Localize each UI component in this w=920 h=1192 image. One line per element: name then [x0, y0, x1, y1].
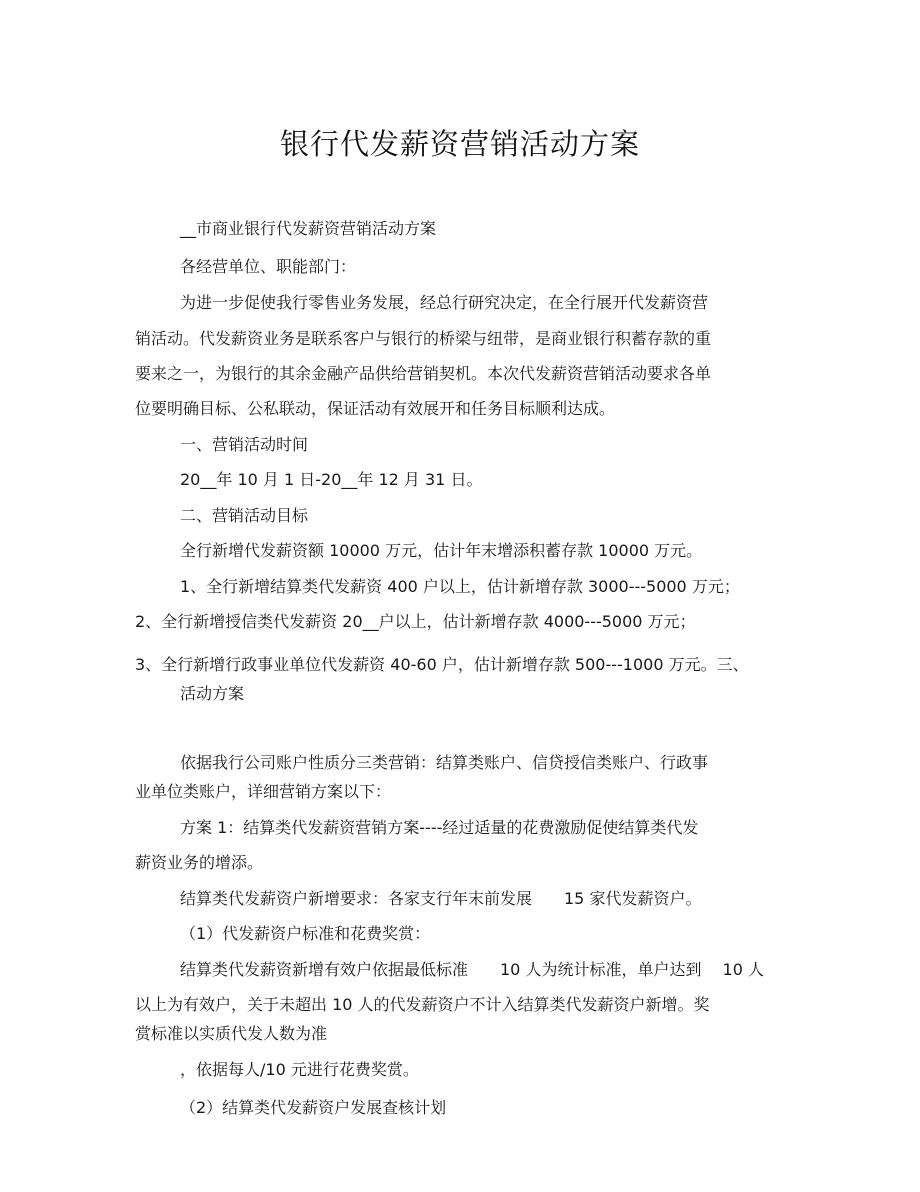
paragraph-line: 依据我行公司账户性质分三类营销：结算类账户、信贷授信类账户、行政事 [180, 753, 709, 772]
list-item: 2、全行新增授信类代发薪资 20__户以上，估计新增存款 4000---5000 万元； [135, 612, 696, 631]
paragraph-line: 销活动。代发薪资业务是联系客户与银行的桥梁与纽带，是商业银行积蓄存款的重 [135, 329, 712, 348]
section-heading: 一、营销活动时间 [180, 435, 309, 454]
subsection-heading: （1）代发薪资户标准和花费奖赏： [180, 924, 431, 943]
paragraph-line: 以上为有效户，关于未超出 10 人的代发薪资户不计入结算类代发薪资户新增。奖 [135, 995, 710, 1014]
paragraph-line: 全行新增代发薪资额 10000 万元，估计年末增添积蓄存款 10000 万元。 [180, 541, 703, 560]
paragraph-line: 位要明确目标、公私联动，保证活动有效展开和任务目标顺利达成。 [135, 399, 616, 418]
paragraph-line: 方案 1：结算类代发薪资营销方案----经过适量的花费激励促使结算类代发 [180, 818, 699, 837]
list-item: 3、全行新增行政事业单位代发薪资 40-60 户，估计新增存款 500---1000 万元。三、 [135, 655, 749, 674]
salutation-line: 各经营单位、职能部门： [180, 257, 357, 276]
paragraph-line: 赏标准以实质代发人数为准 [135, 1024, 328, 1043]
paragraph-line: 结算类代发薪资新增有效户依据最低标准 10 人为统计标准，单户达到 10 人 [180, 960, 764, 979]
paragraph-line: 业单位类账户，详细营销方案以下： [135, 782, 392, 801]
paragraph-line: 要来之一，为银行的其余金融产品供给营销契机。本次代发薪资营销活动要求各单 [135, 364, 712, 383]
paragraph-line: 活动方案 [180, 684, 245, 703]
paragraph-line: 结算类代发薪资户新增要求：各家支行年末前发展 15 家代发薪资户。 [180, 889, 702, 908]
paragraph-line: ，依据每人/10 元进行花费奖赏。 [180, 1060, 419, 1079]
paragraph-line: 薪资业务的增添。 [135, 853, 264, 872]
section-heading: 二、营销活动目标 [180, 506, 309, 525]
paragraph-line: 为进一步促使我行零售业务发展，经总行研究决定，在全行展开代发薪资营 [180, 293, 709, 312]
list-item: 1、全行新增结算类代发薪资 400 户以上，估计新增存款 3000---5000 万元； [180, 577, 740, 596]
subsection-heading: （2）结算类代发薪资户发展查核计划 [180, 1098, 447, 1117]
document-title: 银行代发薪资营销活动方案 [279, 127, 640, 161]
subtitle-line: __市商业银行代发薪资营销活动方案 [180, 219, 437, 238]
paragraph-line: 20__年 10 月 1 日-20__年 12 月 31 日。 [180, 470, 483, 489]
